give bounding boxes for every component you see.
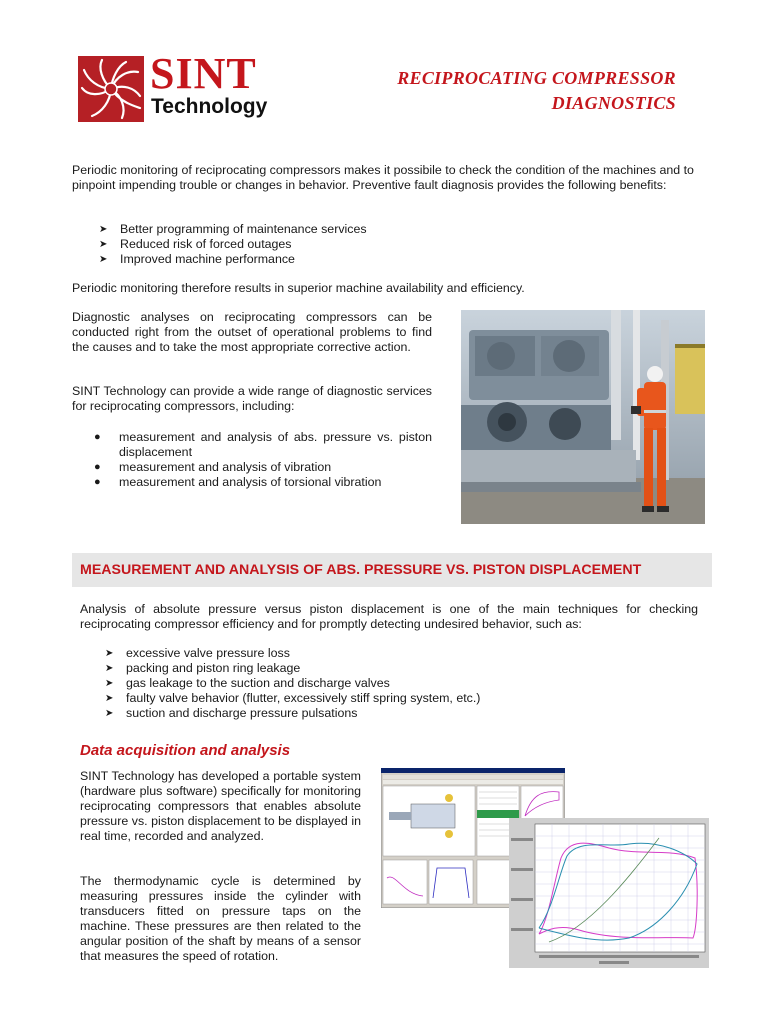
section-heading: MEASUREMENT AND ANALYSIS OF ABS. PRESSURE VS. PISTON DISPLACEMENT <box>80 562 642 578</box>
conclusion-paragraph: Periodic monitoring therefore results in superior machine availability and efficiency. <box>72 281 525 295</box>
list-item: ➤ suction and discharge pressure pulsations <box>105 706 358 720</box>
list-item: ● measurement and analysis of abs. pressure vs. piston displacement <box>94 430 432 459</box>
benefits-list <box>96 222 496 267</box>
arrow-bullet-icon: ➤ <box>99 239 108 250</box>
arrow-bullet-icon: ➤ <box>99 224 108 235</box>
list-item: ➤ Better programming of maintenance services <box>99 222 367 236</box>
arrow-bullet-icon: ➤ <box>105 663 114 674</box>
diagnostics-paragraph-2: SINT Technology can provide a wide range of diagnostic services for reciprocating compressors, including: <box>72 384 432 413</box>
intro-paragraph: Periodic monitoring of reciprocating compressors makes it possibile to check the condition of the machines and to pinpoint impending trouble or changes in behavior. Preventive fault diagnosis provides the following benefits: <box>72 163 694 192</box>
arrow-bullet-icon: ➤ <box>105 708 114 719</box>
logo-swirl-icon <box>78 56 144 122</box>
list-item: ➤ excessive valve pressure loss <box>105 646 290 660</box>
list-item: ● measurement and analysis of vibration <box>94 460 332 474</box>
logo-sint-text: SINT <box>150 49 257 98</box>
list-item: ➤ faulty valve behavior (flutter, excessively stiff spring system, etc.) <box>105 691 481 705</box>
arrow-bullet-icon: ➤ <box>99 254 108 265</box>
arrow-bullet-icon: ➤ <box>105 693 114 704</box>
list-item: ➤ Improved machine performance <box>99 252 295 266</box>
section-paragraph: Analysis of absolute pressure versus piston displacement is one of the main techniques for checking reciprocating compressor efficiency and for promptly detecting undesired behavior, such as: <box>80 602 698 631</box>
sint-logo <box>78 49 278 122</box>
section-header-band <box>72 553 712 587</box>
diagnostics-paragraph-1: Diagnostic analyses on reciprocating compressors can be conducted right from the outset of operational problems to find the causes and to take the most appropriate corrective action. <box>72 310 432 354</box>
bullet-icon: ● <box>94 476 101 488</box>
title-line-2: DIAGNOSTICS <box>551 93 676 113</box>
list-item: ➤ Reduced risk of forced outages <box>99 237 292 251</box>
list-item: ➤ packing and piston ring leakage <box>105 661 301 675</box>
title-line-1: RECIPROCATING COMPRESSOR <box>397 68 676 88</box>
logo-technology-text: Technology <box>151 95 268 118</box>
issues-list <box>102 646 642 721</box>
arrow-bullet-icon: ➤ <box>105 678 114 689</box>
acquisition-paragraph-2: The thermodynamic cycle is determined by measuring pressures inside the cylinder with transducers fitted on pressure taps on the machine. These pressures are then related to the angular position of the shaft by means of a sensor that measures the speed of rotation. <box>80 874 361 963</box>
acquisition-paragraph-1: SINT Technology has developed a portable system (hardware plus software) specifically for monitoring reciprocating compressors that enables absolute pressure vs. piston displacement to be displayed in real time, recorded and analyzed. <box>80 769 361 843</box>
services-list <box>74 430 432 490</box>
arrow-bullet-icon: ➤ <box>105 648 114 659</box>
list-item: ● measurement and analysis of torsional vibration <box>94 475 382 489</box>
bullet-icon: ● <box>94 431 101 443</box>
bullet-icon: ● <box>94 461 101 473</box>
document-title <box>397 66 676 116</box>
compressor-photo <box>461 310 705 524</box>
subsection-heading: Data acquisition and analysis <box>80 742 291 759</box>
list-item: ➤ gas leakage to the suction and discharge valves <box>105 676 390 690</box>
pressure-displacement-plot <box>509 818 709 968</box>
